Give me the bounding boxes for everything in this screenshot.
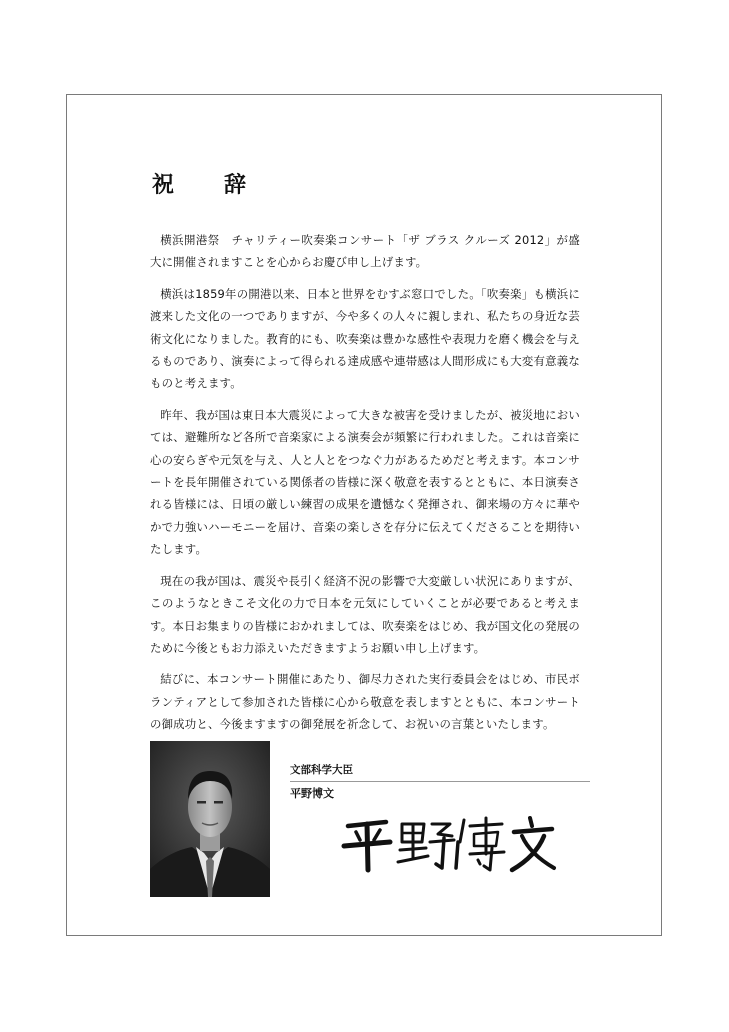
signatory-name: 平野博文 [290,787,334,800]
signatory-role: 文部科学大臣 [290,762,590,782]
page-title: 祝 辞 [152,172,261,198]
paragraph-1: 横浜開港祭 チャリティー吹奏楽コンサート「ザ ブラス クルーズ 2012」が盛大に開催されますことを心からお慶び申し上げます。 [150,233,580,270]
paragraph-2: 横浜は1859年の開港以来、日本と世界をむすぶ窓口でした。「吹奏楽」も横浜に渡来した文化の一つでありますが、今や多くの人々に親しまれ、私たちの身近な芸術文化になりました。教育的にも、吹奏楽は豊かな感性や表現力を磨く機会を与えるものであり、演奏によって得られる達成感や連帯感は人間形成にも大変有意義なものと考えます。 [150,286,580,391]
paragraph-5: 結びに、本コンサート開催にあたり、御尽力された実行委員会をはじめ、市民ボランティアとして参加された皆様に心から敬意を表しますとともに、本コンサートの御成功と、今後ますますの御発展を祈念して、お祝いの言葉といたします。 [150,672,580,732]
paragraph-3: 昨年、我が国は東日本大震災によって大きな被害を受けましたが、被災地においては、避難所など各所で音楽家による演奏会が頻繁に行われました。これは音楽に心の安らぎや元気を与え、人と人とをつなぐ力があるためだと考えます。本コンサートを長年開催されている関係者の皆様に深く敬意を表するとともに、本日演奏される皆様には、日頃の厳しい練習の成果を遺憾なく発揮され、御来場の方々に華やかで力強いハーモニーを届け、音楽の楽しさを存分に伝えてくださることを期待いたします。 [150,407,580,557]
signatory-block [290,762,590,801]
handwritten-signature [340,812,560,874]
portrait-photo [150,741,270,897]
message-body [150,229,580,745]
paragraph-4: 現在の我が国は、震災や長引く経済不況の影響で大変厳しい状況にありますが、このようなときこそ文化の力で日本を元気にしていくことが必要であると考えます。本日お集まりの皆様におかれましては、吹奏楽をはじめ、我が国文化の発展のために今後ともお力添えいただきますようお願い申し上げます。 [150,573,580,655]
